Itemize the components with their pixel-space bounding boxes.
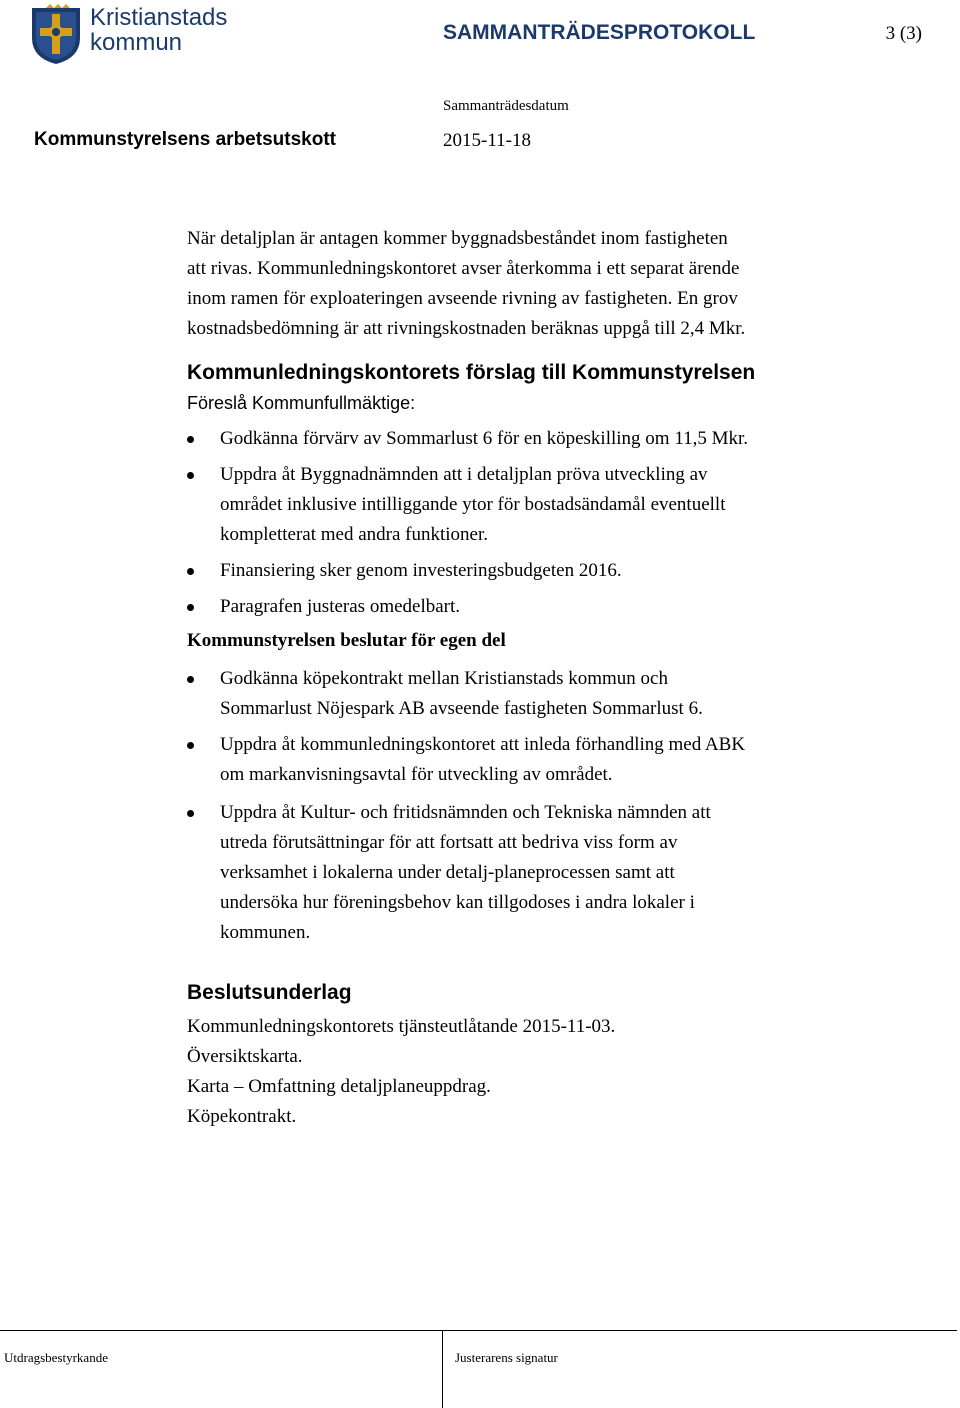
basis-heading: Beslutsunderlag: [187, 981, 352, 1004]
list-item-line: kompletterat med andra funktioner.: [220, 524, 489, 545]
basis-item: Översiktskarta.: [187, 1046, 303, 1067]
meeting-date-label: Sammanträdesdatum: [443, 98, 569, 114]
bullet-icon: [187, 742, 194, 749]
list-item-line: Uppdra åt Kultur- och fritidsnämnden och Tekniska nämnden att: [220, 802, 711, 823]
list-item-line: Godkänna köpekontrakt mellan Kristianstads kommun och: [220, 668, 668, 689]
footer-rule: [0, 1330, 957, 1331]
list-item-line: verksamhet i lokalerna under detalj-planeprocessen samt att: [220, 862, 675, 883]
list-item-line: Sommarlust Nöjespark AB avseende fastigheten Sommarlust 6.: [220, 698, 703, 719]
intro-paragraph: [187, 224, 867, 344]
list-item-line: Paragrafen justeras omedelbart.: [220, 596, 461, 617]
bullet-icon: [187, 436, 194, 443]
coat-of-arms-icon: [28, 4, 84, 66]
proposal-lead: Föreslå Kommunfullmäktige:: [187, 393, 416, 413]
basis-item: Karta – Omfattning detaljplaneuppdrag.: [187, 1076, 491, 1097]
brand-name-line1: Kristianstads: [90, 4, 228, 31]
list-item: [187, 798, 867, 948]
meeting-date-value: 2015-11-18: [443, 130, 531, 151]
bullet-icon: [187, 472, 194, 479]
proposal-heading: Kommunledningskontorets förslag till Kommunstyrelsen: [187, 361, 756, 384]
decision-list: [187, 664, 867, 948]
list-item-line: området inklusive intilliggande ytor för bostadsändamål eventuellt: [220, 494, 726, 515]
list-item-line: Godkänna förvärv av Sommarlust 6 för en köpeskilling om 11,5 Mkr.: [220, 428, 749, 449]
list-item-line: utreda förutsättningar för att fortsatt att bedriva viss form av: [220, 832, 678, 853]
bullet-icon: [187, 810, 194, 817]
list-item-line: kommunen.: [220, 922, 311, 943]
bullet-icon: [187, 604, 194, 611]
document-title: SAMMANTRÄDESPROTOKOLL: [443, 21, 756, 44]
page-number: 3 (3): [885, 23, 922, 44]
list-item-line: Uppdra åt kommunledningskontoret att inleda förhandling med ABK: [220, 734, 746, 755]
proposal-list: [187, 424, 867, 622]
footer-divider: [442, 1330, 443, 1408]
intro-line: att rivas. Kommunledningskontoret avser återkomma i ett separat ärende: [187, 258, 740, 279]
list-item: [187, 556, 867, 586]
list-item: [187, 424, 867, 454]
intro-line: När detaljplan är antagen kommer byggnadsbeståndet inom fastigheten: [187, 228, 728, 249]
intro-line: inom ramen för exploateringen avseende rivning av fastigheten. En grov: [187, 288, 738, 309]
brand-name-line2: kommun: [90, 29, 183, 56]
basis-item: Kommunledningskontorets tjänsteutlåtande 2015-11-03.: [187, 1016, 616, 1037]
list-item: [187, 664, 867, 724]
footer-certification-label: Utdragsbestyrkande: [4, 1350, 108, 1365]
protocol-body: [187, 224, 867, 1132]
bullet-icon: [187, 676, 194, 683]
list-item: [187, 592, 867, 622]
basis-item: Köpekontrakt.: [187, 1106, 297, 1127]
footer-signature-label: Justerarens signatur: [455, 1350, 558, 1365]
bullet-icon: [187, 568, 194, 575]
committee-name: Kommunstyrelsens arbetsutskott: [34, 129, 336, 150]
list-item: [187, 730, 867, 790]
list-item: [187, 460, 867, 550]
decision-heading: Kommunstyrelsen beslutar för egen del: [187, 630, 506, 651]
list-item-line: Finansiering sker genom investeringsbudgeten 2016.: [220, 560, 622, 581]
basis-list: [187, 1012, 867, 1132]
list-item-line: Uppdra åt Byggnadnämnden att i detaljplan pröva utveckling av: [220, 464, 708, 485]
list-item-line: om markanvisningsavtal för utveckling av området.: [220, 764, 613, 785]
intro-line: kostnadsbedömning är att rivningskostnaden beräknas uppgå till 2,4 Mkr.: [187, 318, 746, 339]
list-item-line: undersöka hur föreningsbehov kan tillgodoses i andra lokaler i: [220, 892, 695, 913]
